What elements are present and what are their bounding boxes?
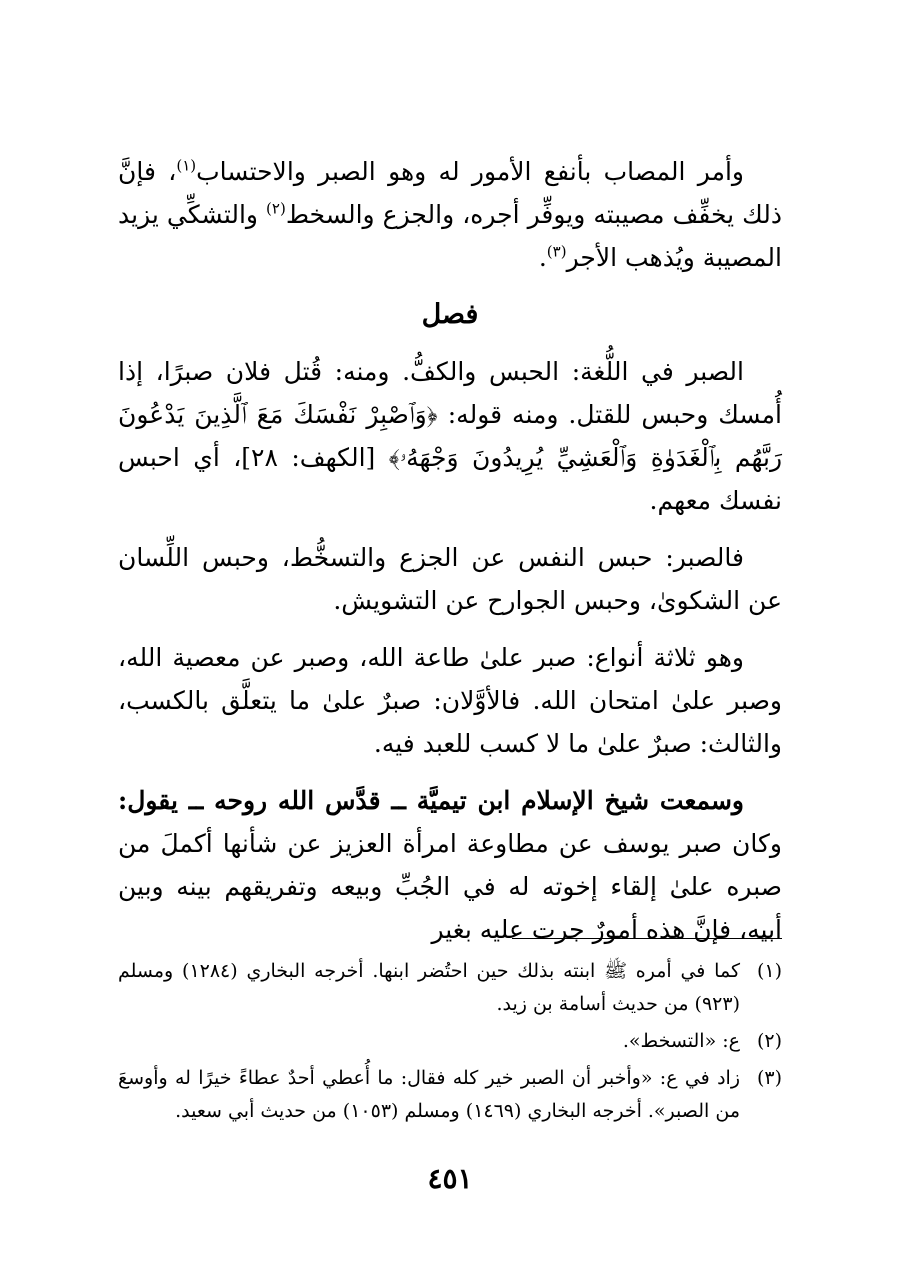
footnote-number: (١) xyxy=(756,960,782,982)
paragraph-1 xyxy=(118,150,782,279)
section-heading: فصل xyxy=(421,299,479,330)
text-run: [الكهف: ٢٨]، أي احبس نفسك معهم. xyxy=(118,443,782,515)
text-run: الصبر في اللُّغة: الحبس والكفُّ. ومنه: قُتل فلان صبرًا، إذا أُمسك وحبس للقتل. ومنه قوله: xyxy=(118,357,783,429)
footnote-ref-2[interactable]: (٢) xyxy=(266,199,286,218)
footnote-separator xyxy=(512,938,782,939)
footnote-text: ع: «التسخط». xyxy=(622,1030,740,1052)
footnote-ref-1[interactable]: (١) xyxy=(176,156,197,175)
footnote-text: كما في أمره ﷺ ابنته بذلك حين احتُضر ابنها. أخرجه البخاري (١٢٨٤) ومسلم (٩٢٣) من حديث أسامة بن زيد. xyxy=(118,960,740,1015)
main-text xyxy=(118,150,782,965)
bold-text: وسمعت شيخ الإسلام ابن تيميَّة ــ قدَّس الله روحه ــ يقول: xyxy=(118,786,744,815)
footnote-1 xyxy=(118,955,782,1021)
text-run: والتشكِّي يزيد المصيبة ويُذهب الأجر xyxy=(118,200,782,272)
text-run: وأمر المصاب بأنفع الأمور له وهو الصبر والاحتساب xyxy=(196,157,744,186)
footnotes xyxy=(118,955,782,1132)
paragraph-5 xyxy=(118,779,782,951)
footnote-number: (٣) xyxy=(756,1067,782,1089)
page-number: ٤٥١ xyxy=(427,1162,473,1195)
footnote-text: زاد في ع: «وأخبر أن الصبر خير كله فقال: ما أُعطي أحدٌ عطاءً خيرًا له وأوسعَ من الصبر». أخرجه البخاري (١٤٦٩) ومسلم (١٠٥٣) من حديث أبي سعيد. xyxy=(118,1067,740,1122)
footnote-number: (٢) xyxy=(756,1030,782,1052)
paragraph-3: فالصبر: حبس النفس عن الجزع والتسخُّط، وحبس اللِّسان عن الشكوىٰ، وحبس الجوارح عن التشويش. xyxy=(118,543,782,615)
text-run: وكان صبر يوسف عن مطاوعة امرأة العزيز عن شأنها أكملَ من صبره علىٰ إلقاء إخوته له في الجُبِّ وبيعه وتفريقهم بينه وبين أبيه، فإنَّ هذه أمورٌ جرت عليه بغير xyxy=(118,829,782,944)
quran-verse: ﴿وَٱصْبِرْ نَفْسَكَ مَعَ ٱلَّذِينَ يَدْعُونَ رَبَّهُم بِٱلْغَدَوٰةِ وَٱلْعَشِيِّ يُرِيدُونَ وَجْهَهُۥ﴾ xyxy=(118,400,783,472)
footnote-3 xyxy=(118,1062,782,1128)
footnote-ref-3[interactable]: (٣) xyxy=(546,242,567,261)
text-run: ، فإنَّ ذلك يخفِّف مصيبته ويوفِّر أجره، والجزع والسخط xyxy=(118,157,782,229)
text-run: . xyxy=(538,243,547,272)
footnote-2 xyxy=(118,1025,782,1058)
paragraph-2 xyxy=(118,350,782,522)
paragraph-4: وهو ثلاثة أنواع: صبر علىٰ طاعة الله، وصبر عن معصية الله، وصبر علىٰ امتحان الله. فالأوَّلان: صبرٌ علىٰ ما يتعلَّق بالكسب، والثالث: صبرٌ علىٰ ما لا كسب للعبد فيه. xyxy=(118,643,782,758)
